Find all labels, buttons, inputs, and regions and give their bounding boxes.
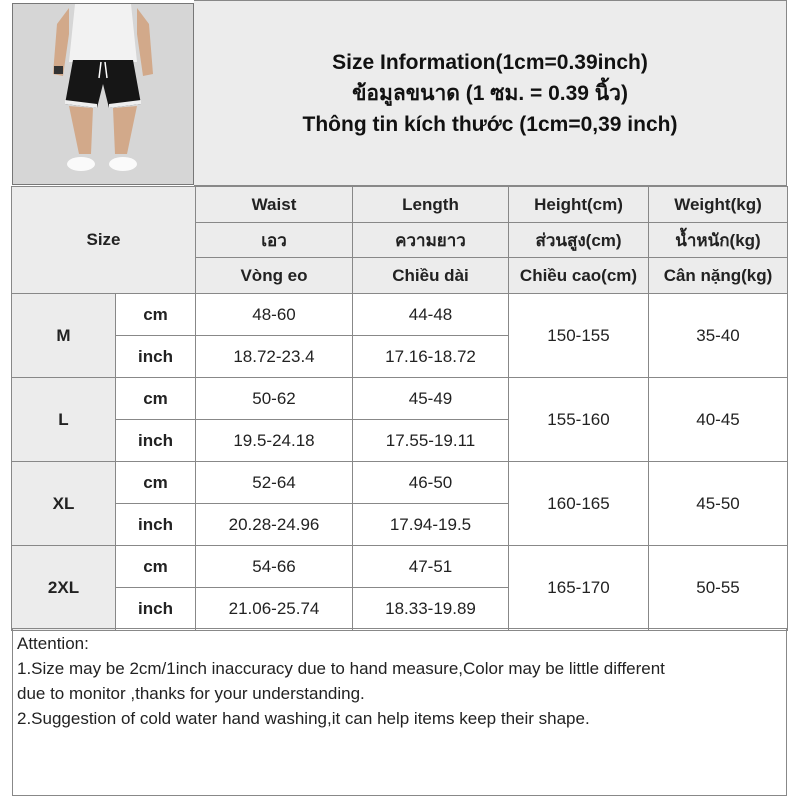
size-label: L: [12, 378, 116, 462]
height-range: 160-165: [509, 462, 649, 546]
unit-inch: inch: [116, 504, 196, 546]
height-range: 165-170: [509, 546, 649, 631]
table-row: [12, 378, 788, 420]
weight-range: 40-45: [649, 378, 788, 462]
col-weight-vi: Cân nặng(kg): [649, 258, 788, 294]
note-line: 1.Size may be 2cm/1inch inaccuracy due to hand measure,Color may be little different: [17, 659, 665, 678]
height-range: 150-155: [509, 294, 649, 378]
length-cm: 47-51: [353, 546, 509, 588]
size-label: 2XL: [12, 546, 116, 631]
note-line: due to monitor ,thanks for your understanding.: [17, 684, 365, 703]
col-waist-th: เอว: [196, 223, 353, 258]
length-cm: 44-48: [353, 294, 509, 336]
weight-range: 45-50: [649, 462, 788, 546]
model-shorts-photo: [12, 3, 194, 185]
waist-inch: 18.72-23.4: [196, 336, 353, 378]
length-inch: 17.55-19.11: [353, 420, 509, 462]
note-line: 2.Suggestion of cold water hand washing,it can help items keep their shape.: [17, 709, 590, 728]
title-vietnamese: Thông tin kích thước (1cm=0,39 inch): [302, 112, 678, 136]
model-figure-icon: [13, 4, 193, 184]
waist-inch: 19.5-24.18: [196, 420, 353, 462]
title-english: Size Information(1cm=0.39inch): [332, 50, 648, 74]
size-header: Size: [12, 187, 196, 294]
height-range: 155-160: [509, 378, 649, 462]
weight-range: 35-40: [649, 294, 788, 378]
size-label: M: [12, 294, 116, 378]
table-row: [12, 546, 788, 588]
waist-inch: 21.06-25.74: [196, 588, 353, 631]
unit-cm: cm: [116, 462, 196, 504]
length-inch: 18.33-19.89: [353, 588, 509, 631]
col-height-vi: Chiều cao(cm): [509, 258, 649, 294]
col-length-th: ความยาว: [353, 223, 509, 258]
unit-inch: inch: [116, 588, 196, 631]
unit-cm: cm: [116, 546, 196, 588]
length-cm: 45-49: [353, 378, 509, 420]
col-weight-en: Weight(kg): [649, 187, 788, 223]
unit-inch: inch: [116, 336, 196, 378]
length-cm: 46-50: [353, 462, 509, 504]
col-waist-vi: Vòng eo: [196, 258, 353, 294]
waist-cm: 48-60: [196, 294, 353, 336]
length-inch: 17.94-19.5: [353, 504, 509, 546]
col-length-en: Length: [353, 187, 509, 223]
waist-cm: 54-66: [196, 546, 353, 588]
waist-cm: 52-64: [196, 462, 353, 504]
notes-heading: Attention:: [17, 634, 89, 653]
length-inch: 17.16-18.72: [353, 336, 509, 378]
unit-cm: cm: [116, 378, 196, 420]
size-table: [11, 186, 788, 631]
col-length-vi: Chiều dài: [353, 258, 509, 294]
unit-cm: cm: [116, 294, 196, 336]
col-waist-en: Waist: [196, 187, 353, 223]
col-weight-th: น้ำหนัก(kg): [649, 223, 788, 258]
waist-cm: 50-62: [196, 378, 353, 420]
waist-inch: 20.28-24.96: [196, 504, 353, 546]
table-row: [12, 294, 788, 336]
title-thai: ข้อมูลขนาด (1 ซม. = 0.39 นิ้ว): [352, 81, 628, 105]
table-row: [12, 462, 788, 504]
size-info-title: [194, 0, 787, 186]
unit-inch: inch: [116, 420, 196, 462]
size-label: XL: [12, 462, 116, 546]
weight-range: 50-55: [649, 546, 788, 631]
attention-notes: [12, 628, 787, 796]
col-height-th: ส่วนสูง(cm): [509, 223, 649, 258]
col-height-en: Height(cm): [509, 187, 649, 223]
